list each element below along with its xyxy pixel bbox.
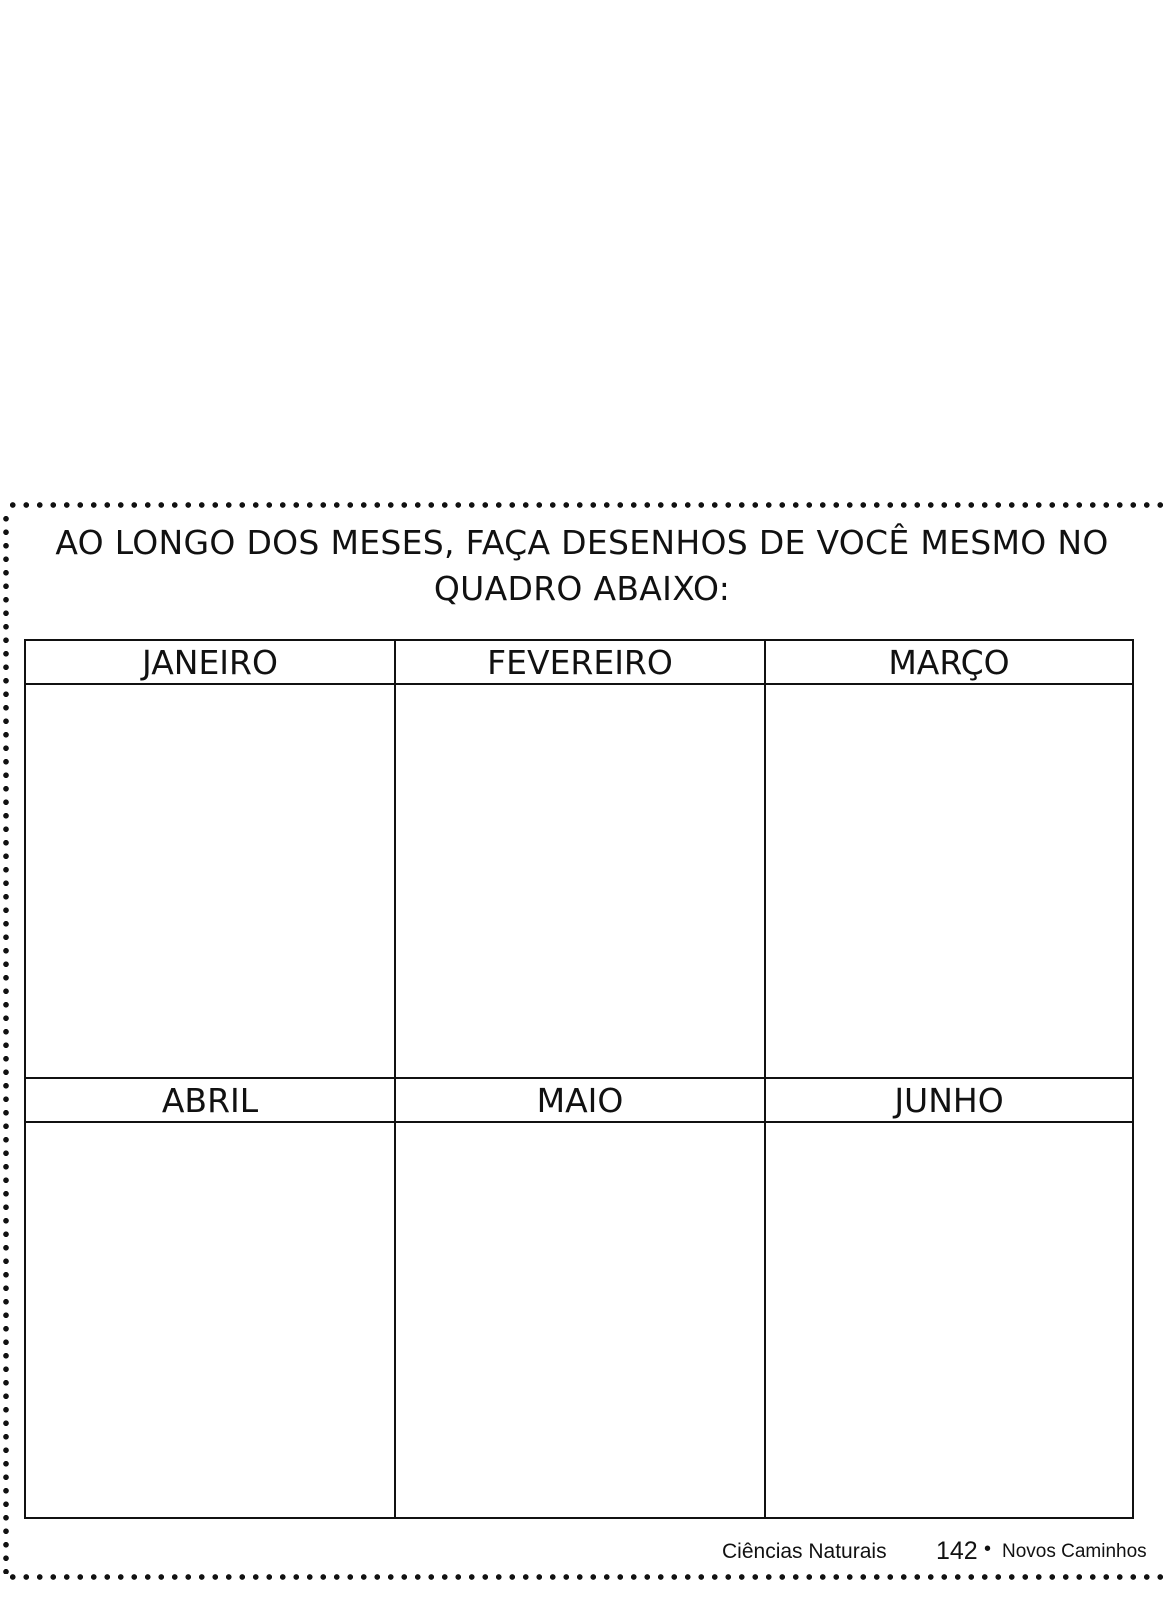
instruction-line-1: AO LONGO DOS MESES, FAÇA DESENHOS DE VOCÊ MESMO NO bbox=[55, 523, 1109, 562]
footer-series-name: Novos Caminhos bbox=[1002, 1541, 1147, 1562]
dotted-border-top bbox=[6, 502, 1164, 508]
dotted-border-bottom bbox=[6, 1574, 1164, 1580]
activity-instruction bbox=[30, 520, 1134, 612]
month-header-february: FEVEREIRO bbox=[396, 641, 766, 685]
drawing-box-may[interactable] bbox=[396, 1123, 766, 1517]
page-footer bbox=[0, 1534, 1164, 1570]
month-header-april: ABRIL bbox=[26, 1079, 396, 1123]
drawing-box-february[interactable] bbox=[396, 685, 766, 1079]
month-header-june: JUNHO bbox=[766, 1079, 1132, 1123]
month-header-may: MAIO bbox=[396, 1079, 766, 1123]
footer-separator: • bbox=[984, 1538, 992, 1560]
drawing-box-january[interactable] bbox=[26, 685, 396, 1079]
drawing-box-june[interactable] bbox=[766, 1123, 1132, 1517]
page-number: 142 bbox=[936, 1537, 978, 1565]
monthly-drawing-grid bbox=[24, 639, 1134, 1519]
month-header-january: JANEIRO bbox=[26, 641, 396, 685]
month-header-march: MARÇO bbox=[766, 641, 1132, 685]
instruction-line-2: QUADRO ABAIXO: bbox=[433, 569, 731, 608]
drawing-box-april[interactable] bbox=[26, 1123, 396, 1517]
footer-subject: Ciências Naturais bbox=[722, 1540, 887, 1563]
dotted-border-left bbox=[2, 512, 10, 1574]
drawing-box-march[interactable] bbox=[766, 685, 1132, 1079]
